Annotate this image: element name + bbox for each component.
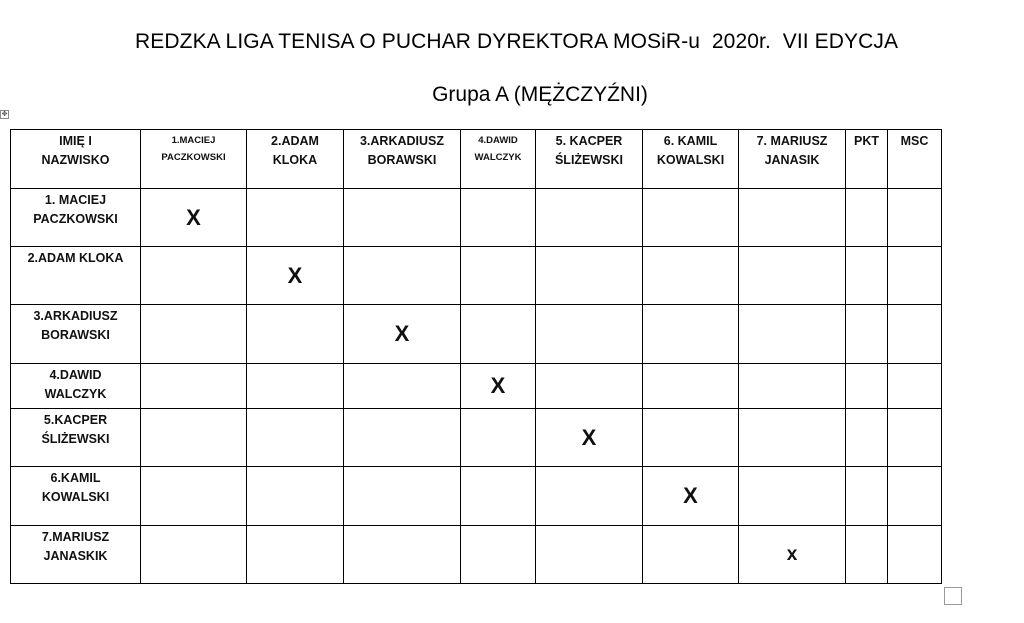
match-cell[interactable]	[247, 467, 344, 526]
match-cell[interactable]	[643, 305, 739, 364]
match-cell[interactable]	[141, 409, 247, 467]
self-match-mark: X	[247, 247, 344, 305]
match-cell[interactable]	[643, 409, 739, 467]
self-match-mark: X	[141, 189, 247, 247]
table-row	[11, 305, 942, 364]
match-cell[interactable]	[536, 467, 643, 526]
document-title: REDZKA LIGA TENISA O PUCHAR DYREKTORA MOSiR-u 2020r. VII EDYCJA	[135, 30, 899, 53]
match-cell[interactable]	[344, 364, 461, 409]
place-cell[interactable]	[888, 364, 942, 409]
match-cell[interactable]	[344, 189, 461, 247]
match-cell[interactable]	[739, 364, 846, 409]
match-cell[interactable]	[643, 526, 739, 584]
match-cell[interactable]	[247, 409, 344, 467]
header-points: PKT	[846, 130, 888, 189]
match-cell[interactable]	[739, 467, 846, 526]
results-table	[10, 129, 942, 584]
header-place: MSC	[888, 130, 942, 189]
table-row	[11, 189, 942, 247]
points-cell[interactable]	[846, 364, 888, 409]
place-cell[interactable]	[888, 247, 942, 305]
match-cell[interactable]	[461, 467, 536, 526]
match-cell[interactable]	[536, 364, 643, 409]
match-cell[interactable]	[344, 247, 461, 305]
match-cell[interactable]	[344, 526, 461, 584]
row-player-name: 1. MACIEJ PACZKOWSKI	[11, 189, 141, 247]
points-cell[interactable]	[846, 409, 888, 467]
match-cell[interactable]	[643, 247, 739, 305]
match-cell[interactable]	[344, 467, 461, 526]
match-cell[interactable]	[247, 305, 344, 364]
self-match-mark: X	[536, 409, 643, 467]
match-cell[interactable]	[536, 247, 643, 305]
header-row	[11, 130, 942, 189]
header-name: IMIĘ I NAZWISKO	[11, 130, 141, 189]
header-player-4: 4.DAWID WALCZYK	[461, 130, 536, 189]
match-cell[interactable]	[536, 526, 643, 584]
header-player-3: 3.ARKADIUSZ BORAWSKI	[344, 130, 461, 189]
row-player-name: 2.ADAM KLOKA	[11, 247, 141, 305]
match-cell[interactable]	[536, 189, 643, 247]
match-cell[interactable]	[247, 526, 344, 584]
place-cell[interactable]	[888, 467, 942, 526]
points-cell[interactable]	[846, 247, 888, 305]
match-cell[interactable]	[739, 409, 846, 467]
move-handle-icon[interactable]: ✥	[1, 111, 8, 118]
match-cell[interactable]	[643, 364, 739, 409]
header-player-5: 5. KACPER ŚLIŻEWSKI	[536, 130, 643, 189]
points-cell[interactable]	[846, 526, 888, 584]
match-cell[interactable]	[461, 247, 536, 305]
header-player-2: 2.ADAM KLOKA	[247, 130, 344, 189]
match-cell[interactable]	[739, 305, 846, 364]
self-match-mark: X	[643, 467, 739, 526]
points-cell[interactable]	[846, 467, 888, 526]
match-cell[interactable]	[643, 189, 739, 247]
table-row	[11, 467, 942, 526]
match-cell[interactable]	[141, 364, 247, 409]
table-resize-icon[interactable]	[944, 587, 962, 605]
match-cell[interactable]	[739, 247, 846, 305]
points-cell[interactable]	[846, 189, 888, 247]
header-player-6: 6. KAMIL KOWALSKI	[643, 130, 739, 189]
match-cell[interactable]	[247, 364, 344, 409]
row-player-name: 7.MARIUSZ JANASKIK	[11, 526, 141, 584]
place-cell[interactable]	[888, 526, 942, 584]
match-cell[interactable]	[536, 305, 643, 364]
match-cell[interactable]	[461, 526, 536, 584]
match-cell[interactable]	[461, 189, 536, 247]
row-player-name: 5.KACPER ŚLIŻEWSKI	[11, 409, 141, 467]
place-cell[interactable]	[888, 305, 942, 364]
document-subtitle: Grupa A (MĘŻCZYŹNI)	[432, 83, 648, 106]
header-player-7: 7. MARIUSZ JANASIK	[739, 130, 846, 189]
place-cell[interactable]	[888, 409, 942, 467]
self-match-mark: x	[739, 526, 846, 584]
match-cell[interactable]	[141, 247, 247, 305]
table-row	[11, 409, 942, 467]
match-cell[interactable]	[141, 467, 247, 526]
table-row	[11, 526, 942, 584]
match-cell[interactable]	[344, 409, 461, 467]
row-player-name: 4.DAWID WALCZYK	[11, 364, 141, 409]
points-cell[interactable]	[846, 305, 888, 364]
place-cell[interactable]	[888, 189, 942, 247]
match-cell[interactable]	[461, 305, 536, 364]
match-cell[interactable]	[141, 305, 247, 364]
match-cell[interactable]	[141, 526, 247, 584]
match-cell[interactable]	[739, 189, 846, 247]
self-match-mark: X	[344, 305, 461, 364]
row-player-name: 3.ARKADIUSZ BORAWSKI	[11, 305, 141, 364]
self-match-mark: X	[461, 364, 536, 409]
table-row	[11, 247, 942, 305]
row-player-name: 6.KAMIL KOWALSKI	[11, 467, 141, 526]
match-cell[interactable]	[461, 409, 536, 467]
table-row	[11, 364, 942, 409]
match-cell[interactable]	[247, 189, 344, 247]
header-player-1: 1.MACIEJ PACZKOWSKI	[141, 130, 247, 189]
